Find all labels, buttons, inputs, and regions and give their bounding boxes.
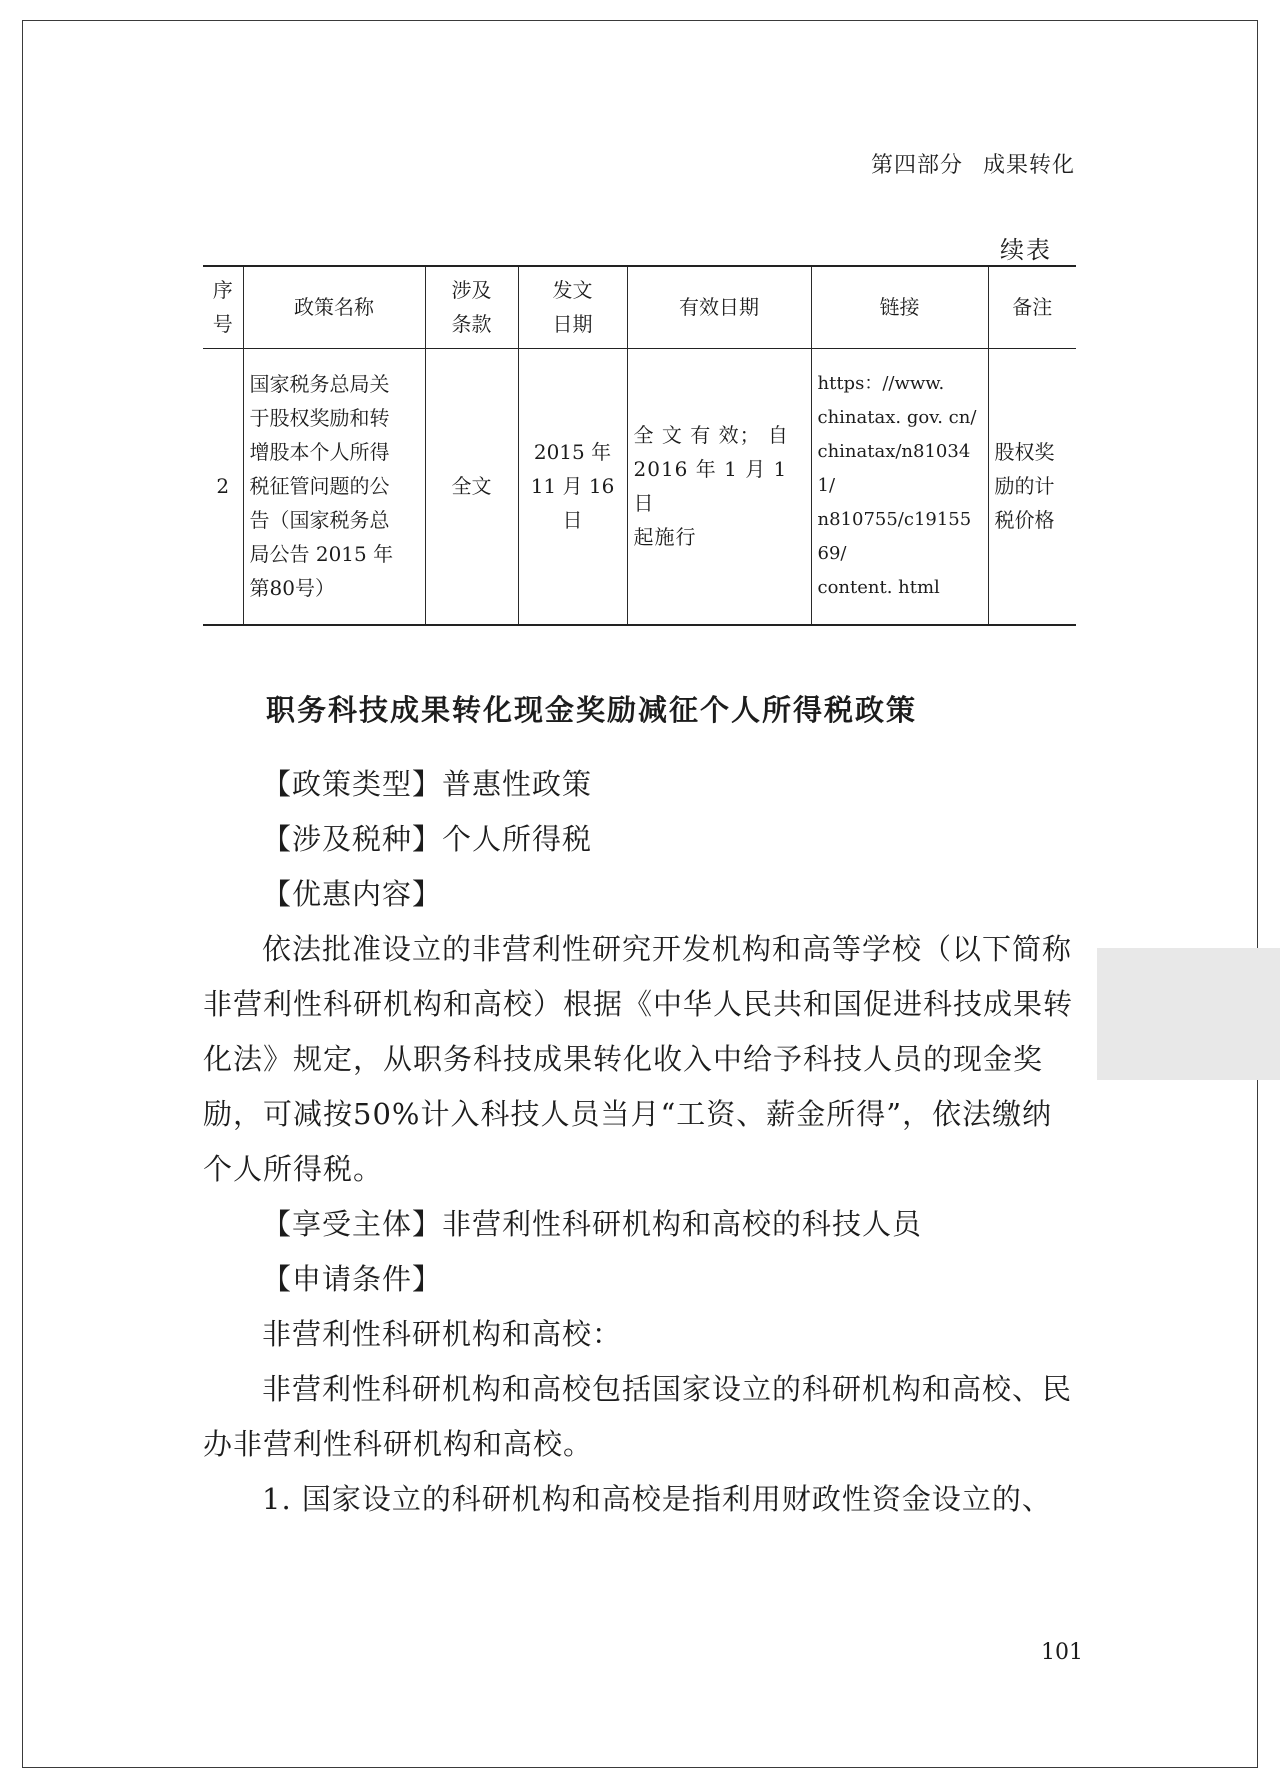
cell-remark: 股权奖 励的计 税价格 (988, 348, 1076, 625)
subject-value: 非营利性科研机构和高校的科技人员 (442, 1207, 923, 1241)
subject-label: 【享受主体】 (262, 1207, 443, 1241)
condition-item-1: 1. 国家设立的科研机构和高校是指利用财政性资金设立的、 (262, 1482, 1052, 1516)
col-header-issue-date: 发文 日期 (518, 266, 627, 348)
col-header-name: 政策名称 (243, 266, 425, 348)
policy-type-line (203, 757, 1075, 812)
col-header-link: 链接 (811, 266, 988, 348)
col-header-effective-date: 有效日期 (627, 266, 811, 348)
conditions-text: 非营利性科研机构和高校包括国家设立的科研机构和高校、民办非营利性科研机构和高校。 (203, 1372, 1073, 1461)
conditions-intro: 非营利性科研机构和高校： (262, 1317, 623, 1351)
page-number: 101 (1041, 1640, 1083, 1665)
section-title: 职务科技成果转化现金奖励减征个人所得税政策 (266, 693, 918, 727)
running-header (871, 148, 1075, 179)
cell-clause: 全文 (425, 348, 518, 625)
cell-link[interactable]: https：//www. chinatax. gov. cn/ chinatax/n810341/ n810755/c1915569/ content. html (811, 348, 988, 625)
policy-type-label: 【政策类型】 (262, 767, 443, 801)
cell-index: 2 (216, 474, 230, 499)
table-header-row (203, 266, 1076, 348)
policy-table (203, 265, 1076, 626)
benefit-label: 【优惠内容】 (262, 877, 443, 911)
tax-type-value: 个人所得税 (442, 822, 593, 856)
subject-line (203, 1197, 1075, 1252)
col-header-index: 序 号 (212, 278, 233, 337)
section-body (203, 757, 1075, 1527)
benefit-text: 依法批准设立的非营利性研究开发机构和高等学校（以下简称非营利性科研机构和高校）根据《中华人民共和国促进科技成果转化法》规定，从职务科技成果转化收入中给予科技人员的现金奖励，可减按50%计入科技人员当月“工资、薪金所得”，依法缴纳个人所得税。 (203, 932, 1074, 1186)
header-part: 第四部分 (870, 153, 963, 178)
tax-type-label: 【涉及税种】 (262, 822, 443, 856)
cell-policy-name: 国家税务总局关 于股权奖励和转 增股本个人所得 税征管问题的公 告（国家税务总 局公告 2015 年 第80号） (243, 348, 425, 625)
col-header-remark: 备注 (988, 266, 1076, 348)
policy-type-value: 普惠性政策 (442, 767, 593, 801)
tax-type-line (203, 812, 1075, 867)
cell-issue-date: 2015 年 11 月 16 日 (518, 348, 627, 625)
conditions-label: 【申请条件】 (262, 1262, 443, 1296)
cell-effective-date: 全 文 有 效； 自 2016 年 1 月 1 日 起施行 (627, 348, 811, 625)
table-row (203, 348, 1076, 625)
table-continued-label: 续表 (1000, 236, 1052, 264)
header-section: 成果转化 (982, 153, 1075, 178)
col-header-clause: 涉及 条款 (425, 266, 518, 348)
section-edge-tab (1097, 948, 1280, 1080)
